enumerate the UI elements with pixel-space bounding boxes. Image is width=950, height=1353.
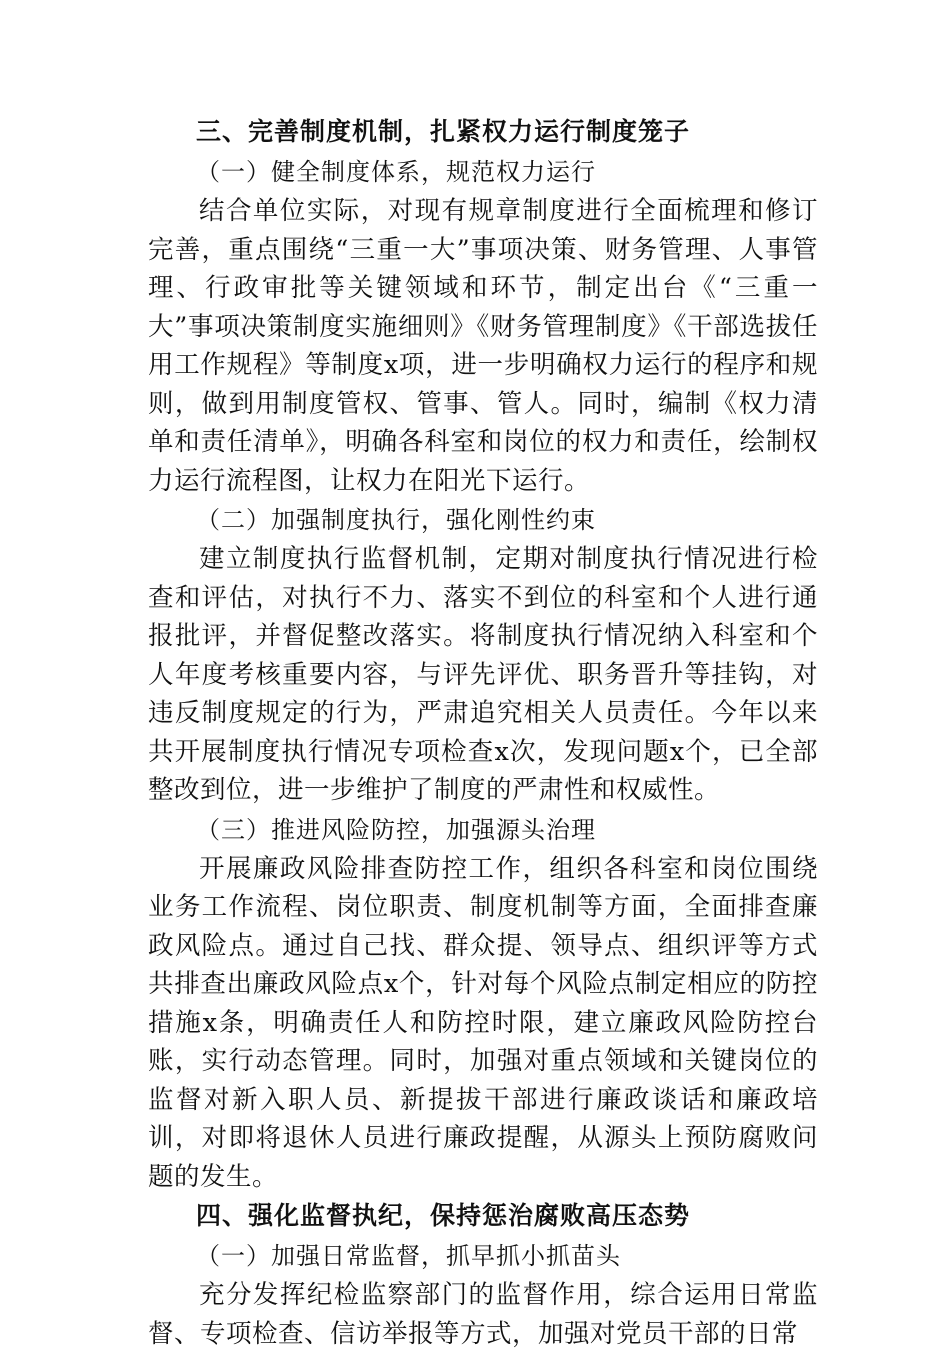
subsection-title: （一）加强日常监督，抓早抓小抓苗头 [196, 1242, 621, 1270]
subsection-title: （一）健全制度体系，规范权力运行 [196, 158, 596, 186]
paragraph: 结合单位实际，对现有规章制度进行全面梳理和修订完善，重点围绕“三重一大”事项决策、财务管理、人事管理、行政审批等关键领域和环节，制定出台《“三重一大”事项决策制度实施细则》《财务管理制度》《干部选拔任用工作规程》等制度x项，进一步明确权力运行的程序和规则，做到用制度管权、管事、管人。同时，编制《权力清单和责任清单》，明确各科室和岗位的权力和责任，绘制权力运行流程图，让权力在阳光下运行。 [148, 196, 818, 496]
paragraph: 充分发挥纪检监察部门的监督作用，综合运用日常监督、专项检查、信访举报等方式，加强对党员干部的日常 [148, 1280, 818, 1349]
subsection-title: （二）加强制度执行，强化刚性约束 [196, 506, 596, 534]
subsection-title: （三）推进风险防控，加强源头治理 [196, 815, 596, 844]
paragraph: 建立制度执行监督机制，定期对制度执行情况进行检查和评估，对执行不力、落实不到位的科室和个人进行通报批评，并督促整改落实。将制度执行情况纳入科室和个人年度考核重要内容，与评先评优、职务晋升等挂钩，对违反制度规定的行为，严肃追究相关人员责任。今年以来共开展制度执行情况专项检查x次，发现问题x个，已全部整改到位，进一步维护了制度的严肃性和权威性。 [148, 544, 818, 805]
paragraph: 开展廉政风险排查防控工作，组织各科室和岗位围绕业务工作流程、岗位职责、制度机制等方面，全面排查廉政风险点。通过自己找、群众提、领导点、组织评等方式共排查出廉政风险点x个，针对每个风险点制定相应的防控措施x条，明确责任人和防控时限，建立廉政风险防控台账，实行动态管理。同时，加强对重点领域和关键岗位的监督对新入职人员、新提拔干部进行廉政谈话和廉政培训，对即将退休人员进行廉政提醒，从源头上预防腐败问题的发生。 [148, 853, 818, 1192]
document-page [148, 112, 818, 1353]
section-heading: 三、完善制度机制，扎紧权力运行制度笼子 [196, 117, 691, 146]
section-heading: 四、强化监督执纪，保持惩治腐败高压态势 [196, 1201, 691, 1230]
